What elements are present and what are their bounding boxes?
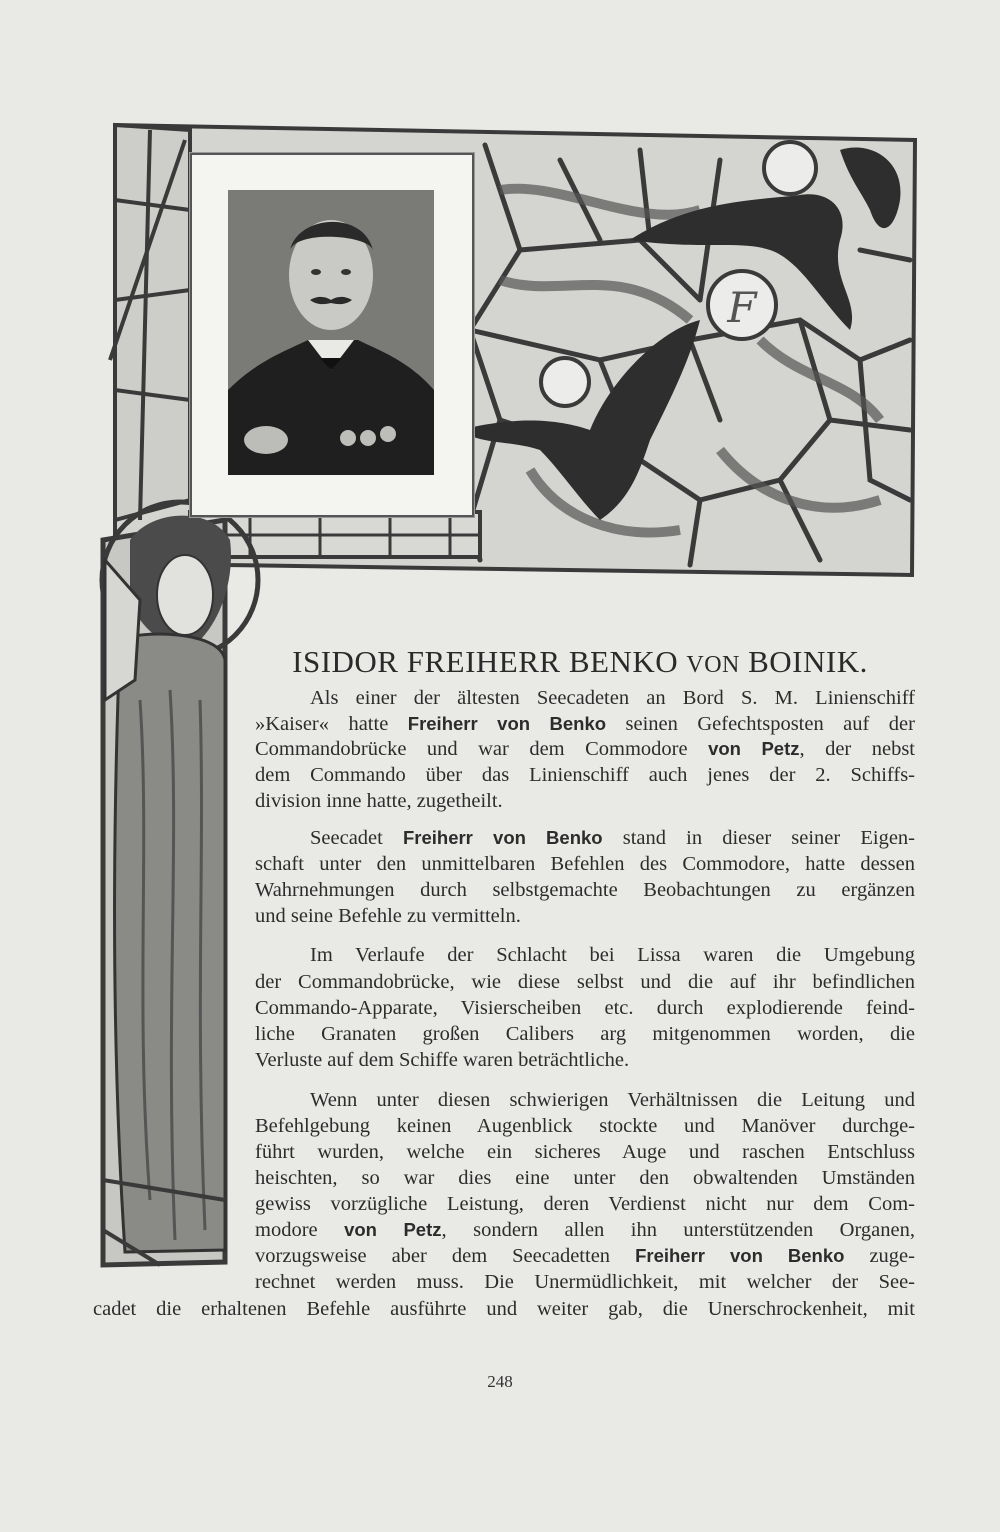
text-run: Wenn unter diesen schwierigen Verhältnissen die Leitung und (310, 1089, 915, 1111)
text-line (255, 996, 915, 1020)
text-line (255, 1270, 915, 1294)
name-emphasis: von Petz (708, 738, 800, 759)
text-run: der Commandobrücke, wie diese selbst und die auf ihr befindlichen (255, 971, 915, 993)
name-emphasis: Freiherr von Benko (407, 713, 607, 734)
text-line (255, 712, 915, 736)
text-line (255, 1140, 915, 1164)
title-part1: ISIDOR FREIHERR BENKO (292, 644, 687, 679)
text-run: schaft unter den unmittelbaren Befehlen des Commodore, hatte dessen (255, 853, 915, 875)
text-line (310, 826, 915, 850)
name-emphasis: Freiherr von Benko (635, 1245, 845, 1266)
text-line (255, 789, 915, 813)
text-run: stand in dieser seiner Eigen- (602, 827, 915, 849)
text-line (255, 737, 915, 761)
text-line (255, 878, 915, 902)
text-line (255, 763, 915, 787)
text-line (310, 686, 915, 710)
text-run: und seine Befehle zu vermitteln. (255, 905, 521, 927)
text-run: Als einer der ältesten Seecadeten an Bord S. M. Linienschiff (310, 687, 915, 709)
text-line (310, 943, 915, 967)
text-run: Commando-Apparate, Visierscheiben etc. durch explodierende feind- (255, 997, 915, 1019)
text-line (310, 1088, 915, 1112)
text-line (255, 1244, 915, 1268)
text-line (255, 1218, 915, 1242)
title-part2: BOINIK. (739, 644, 868, 679)
page-number: 248 (487, 1372, 513, 1391)
text-run: dem Commando über das Linienschiff auch jenes der 2. Schiffs- (255, 764, 915, 786)
text-line (255, 904, 915, 928)
text-run: cadet die erhaltenen Befehle ausführte und weiter gab, die Unerschrockenheit, mit (93, 1298, 915, 1320)
text-run: , sondern allen ihn unterstützenden Organen, (441, 1219, 915, 1241)
text-line (255, 1114, 915, 1138)
text-line (255, 1022, 915, 1046)
text-run: liche Granaten großen Calibers arg mitgenommen worden, die (255, 1023, 915, 1045)
text-run: Wahrnehmungen durch selbstgemachte Beobachtungen zu ergänzen (255, 879, 915, 901)
monogram-glyph: F (727, 283, 757, 332)
text-run: führt wurden, welche ein sicheres Auge und raschen Entschluss (255, 1141, 915, 1163)
text-run: Seecadet (310, 827, 403, 849)
title-von: VON (686, 652, 740, 678)
text-run: »Kaiser« hatte (255, 713, 408, 735)
text-run: seinen Gefechtsposten auf der (606, 713, 915, 735)
text-line (255, 1048, 915, 1072)
text-line (255, 1166, 915, 1190)
text-run: rechnet werden muss. Die Unermüdlichkeit, mit welcher der See- (255, 1271, 915, 1293)
text-line (255, 970, 915, 994)
name-emphasis: von Petz (344, 1219, 442, 1240)
text-run: Befehlgebung keinen Augenblick stockte und Manöver durchge- (255, 1115, 915, 1137)
text-line (93, 1297, 915, 1321)
text-run: division inne hatte, zugetheilt. (255, 790, 503, 812)
text-run: Im Verlaufe der Schlacht bei Lissa waren die Umgebung (310, 944, 915, 966)
text-line (255, 1192, 915, 1216)
text-run: Commandobrücke und war dem Commodore (255, 738, 709, 760)
text-run: modore (255, 1219, 345, 1241)
text-line (255, 852, 915, 876)
text-run: vorzugsweise aber dem Seecadetten (255, 1245, 636, 1267)
text-run: gewiss vorzügliche Leistung, deren Verdienst nicht nur dem Com- (255, 1193, 915, 1215)
text-run: , der nebst (799, 738, 915, 760)
text-run: zuge- (844, 1245, 915, 1267)
text-run: Verluste auf dem Schiffe waren beträchtliche. (255, 1049, 630, 1071)
name-emphasis: Freiherr von Benko (402, 827, 603, 848)
text-run: heischten, so war dies eine unter den obwaltenden Umständen (255, 1167, 915, 1189)
